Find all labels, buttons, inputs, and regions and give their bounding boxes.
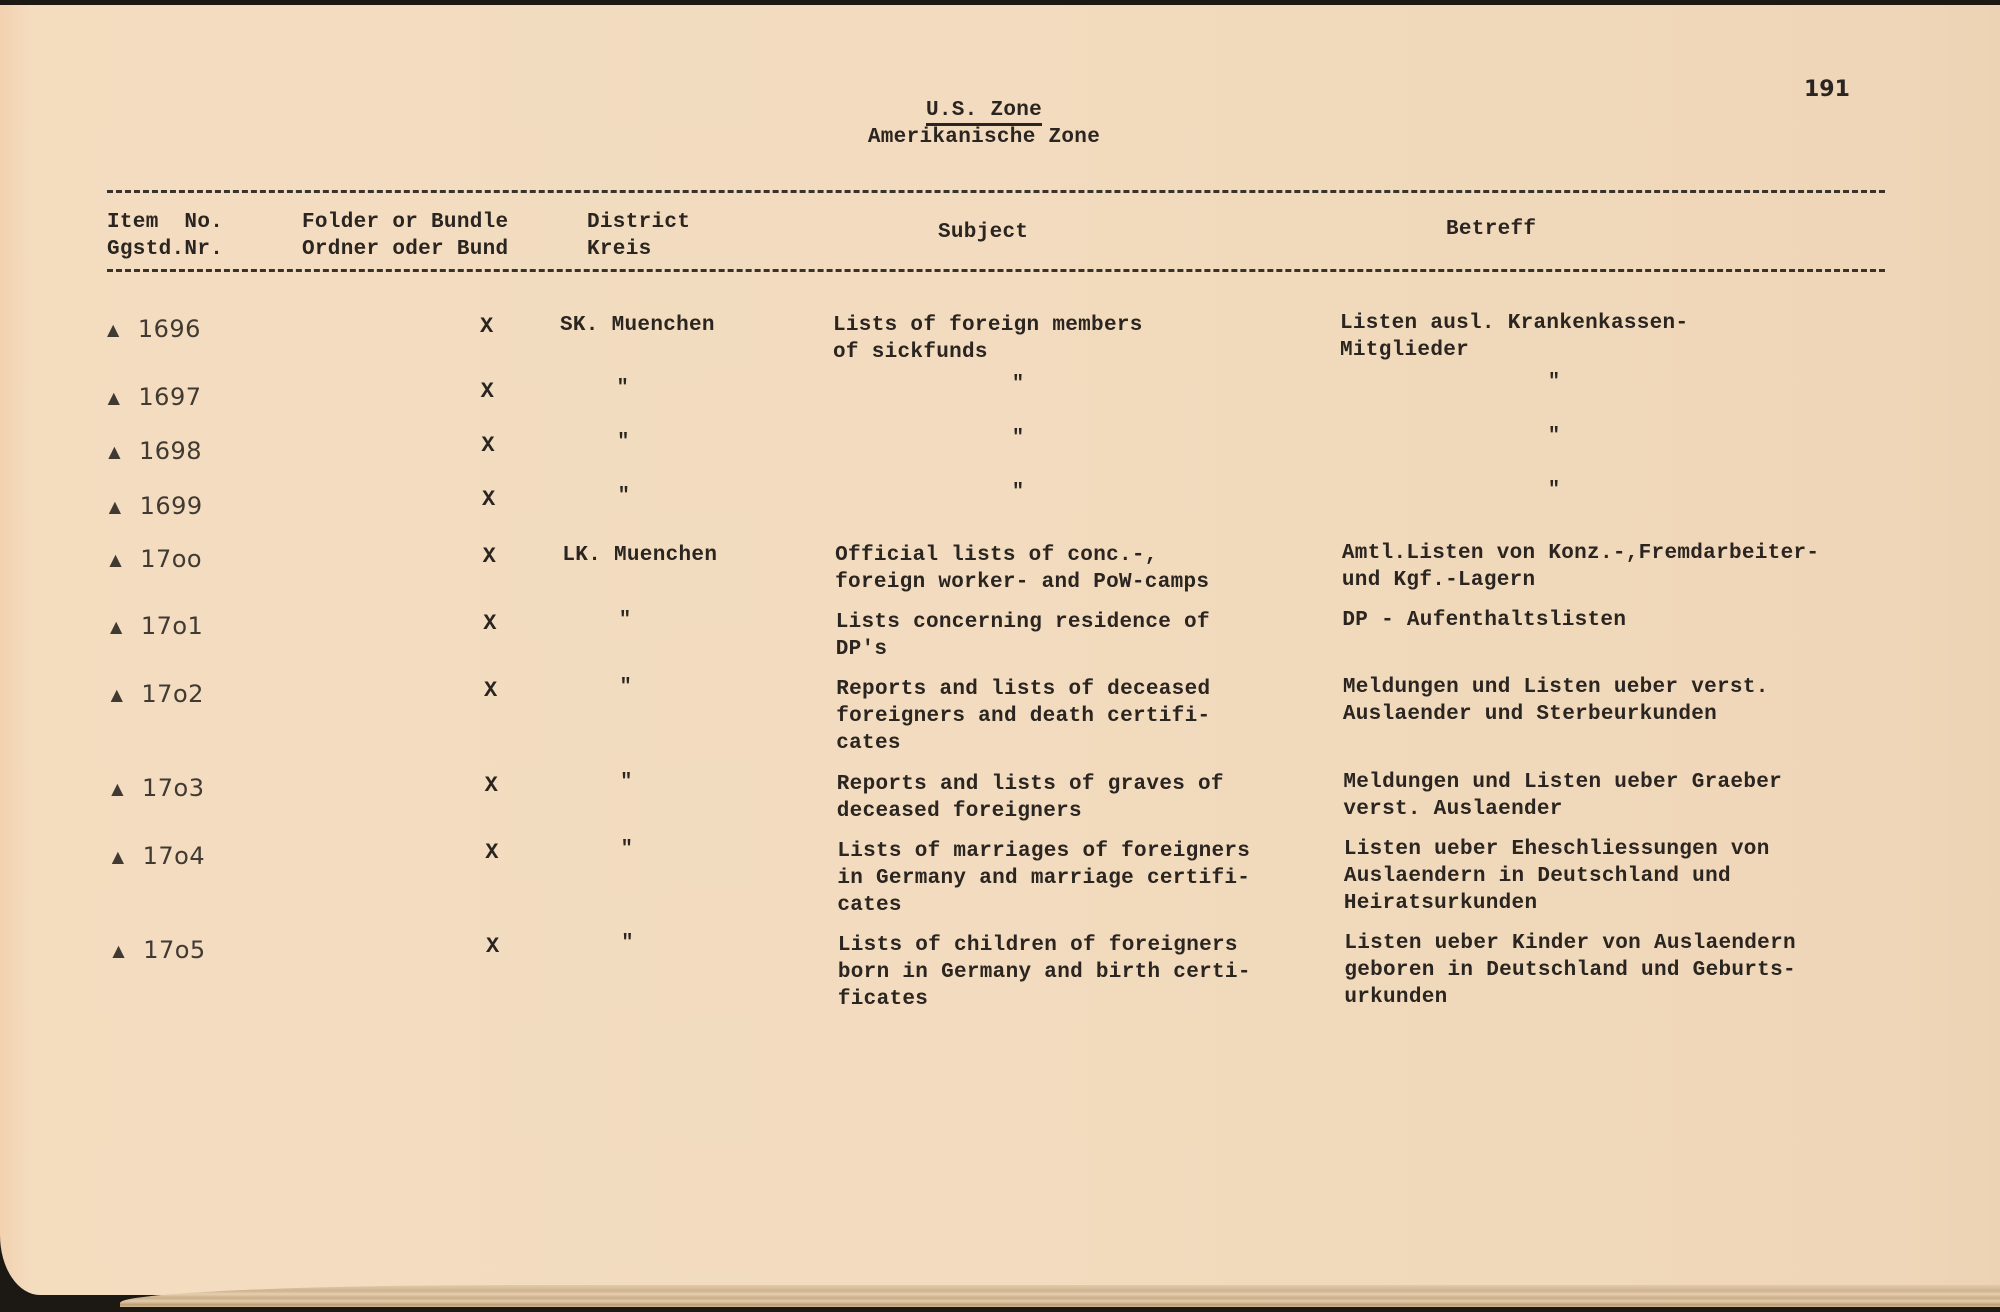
subject-cell: Lists of children of foreigners born in Germany and birth certi- ficates — [837, 934, 1251, 1011]
district-ditto: " — [617, 431, 630, 454]
folder-mark: X — [481, 433, 495, 458]
subject-cell: Lists of foreign members of sickfunds — [833, 314, 1143, 364]
betreff-cell: DP - Aufenthaltslisten — [1342, 609, 1627, 632]
document-subtitle: Amerikanische Zone — [867, 126, 1101, 149]
subject-cell: Reports and lists of deceased foreigners and death certifi- cates — [836, 678, 1211, 755]
betreff-cell: Listen ueber Kinder von Auslaendern geboren in Deutschland und Geburts- urkunden — [1344, 932, 1796, 1009]
district-ditto: " — [617, 485, 630, 508]
betreff-ditto: " — [1548, 425, 1561, 448]
district-ditto: " — [619, 676, 632, 699]
header-top-rule — [107, 190, 1885, 193]
subject-ditto: " — [1012, 427, 1025, 450]
betreff-cell: Listen ueber Eheschliessungen von Auslaendern in Deutschland und Heiratsurkunden — [1343, 838, 1770, 915]
folder-mark: X — [484, 773, 498, 798]
item-number-text: 17o1 — [140, 612, 204, 640]
header-bottom-rule — [107, 269, 1885, 272]
triangle-marker-icon: ▲ — [110, 685, 124, 704]
betreff-ditto: " — [1548, 371, 1561, 394]
subject-cell: Reports and lists of graves of deceased foreigners — [836, 773, 1224, 823]
subject-cell: Official lists of conc.-, foreign worker- and PoW-camps — [835, 544, 1210, 594]
folder-mark: X — [480, 379, 494, 404]
district-ditto: " — [620, 771, 633, 794]
district-ditto: " — [616, 377, 629, 400]
triangle-marker-icon: ▲ — [107, 388, 121, 407]
district-ditto: " — [621, 932, 634, 955]
subject-ditto: " — [1012, 481, 1025, 504]
page-stack-edge — [120, 1285, 2000, 1307]
subject-ditto: " — [1012, 373, 1025, 396]
betreff-cell: Meldungen und Listen ueber Graeber verst. Auslaender — [1343, 771, 1783, 821]
item-number — [111, 680, 204, 708]
item-number — [112, 842, 205, 870]
item-number-text: 1696 — [137, 315, 201, 343]
subject-cell: Lists concerning residence of DP's — [835, 611, 1210, 661]
folder-mark: X — [481, 487, 496, 512]
item-number — [107, 315, 201, 343]
district-cell: LK. Muenchen — [562, 544, 718, 567]
betreff-cell: Amtl.Listen von Konz.-,Fremdarbeiter- und Kgf.-Lagern — [1341, 542, 1820, 592]
folder-mark: X — [480, 314, 494, 339]
item-number-text: 17oo — [140, 545, 203, 573]
district-ditto: " — [620, 838, 633, 861]
triangle-marker-icon: ▲ — [108, 497, 122, 516]
folder-mark: X — [483, 611, 497, 636]
item-number-text: 1699 — [139, 492, 203, 520]
triangle-marker-icon: ▲ — [110, 617, 123, 636]
header-betreff: Betreff — [1446, 218, 1537, 241]
item-number — [108, 437, 202, 465]
item-number — [108, 383, 202, 411]
triangle-marker-icon: ▲ — [109, 550, 123, 569]
item-number — [109, 492, 203, 520]
item-number — [109, 545, 202, 573]
triangle-marker-icon: ▲ — [107, 320, 120, 339]
betreff-cell: Meldungen und Listen ueber verst. Auslaender und Sterbeurkunden — [1342, 676, 1769, 726]
page-number: 191 — [1804, 77, 1850, 102]
header-item-no: Item No. Ggstd.Nr. — [107, 211, 224, 261]
item-number — [112, 936, 205, 964]
triangle-marker-icon: ▲ — [108, 442, 121, 461]
folder-mark: X — [483, 678, 498, 703]
item-number-text: 17o5 — [143, 936, 206, 964]
triangle-marker-icon: ▲ — [111, 847, 125, 866]
item-number-text: 17o4 — [142, 842, 206, 870]
betreff-ditto: " — [1548, 479, 1561, 502]
item-number — [111, 774, 204, 802]
item-number-text: 1698 — [139, 437, 203, 465]
header-folder: Folder or Bundle Ordner oder Bund — [302, 211, 509, 261]
document-title — [0, 97, 1968, 124]
subject-cell: Lists of marriages of foreigners in Germany and marriage certifi- cates — [837, 840, 1251, 917]
header-district: District Kreis — [587, 211, 691, 261]
item-number-text: 17o2 — [141, 680, 204, 708]
folder-mark: X — [482, 544, 496, 569]
header-subject: Subject — [938, 221, 1029, 244]
item-number-text: 1697 — [138, 383, 202, 411]
folder-mark: X — [485, 934, 500, 959]
item-number-text: 17o3 — [142, 774, 205, 802]
triangle-marker-icon: ▲ — [111, 779, 124, 798]
document-title-text: U.S. Zone — [926, 99, 1042, 126]
betreff-cell: Listen ausl. Krankenkassen- Mitglieder — [1340, 312, 1689, 362]
triangle-marker-icon: ▲ — [112, 941, 126, 960]
document-page — [0, 5, 2000, 1295]
district-cell: SK. Muenchen — [560, 314, 715, 337]
item-number — [110, 612, 203, 640]
folder-mark: X — [485, 840, 499, 865]
district-ditto: " — [619, 609, 632, 632]
